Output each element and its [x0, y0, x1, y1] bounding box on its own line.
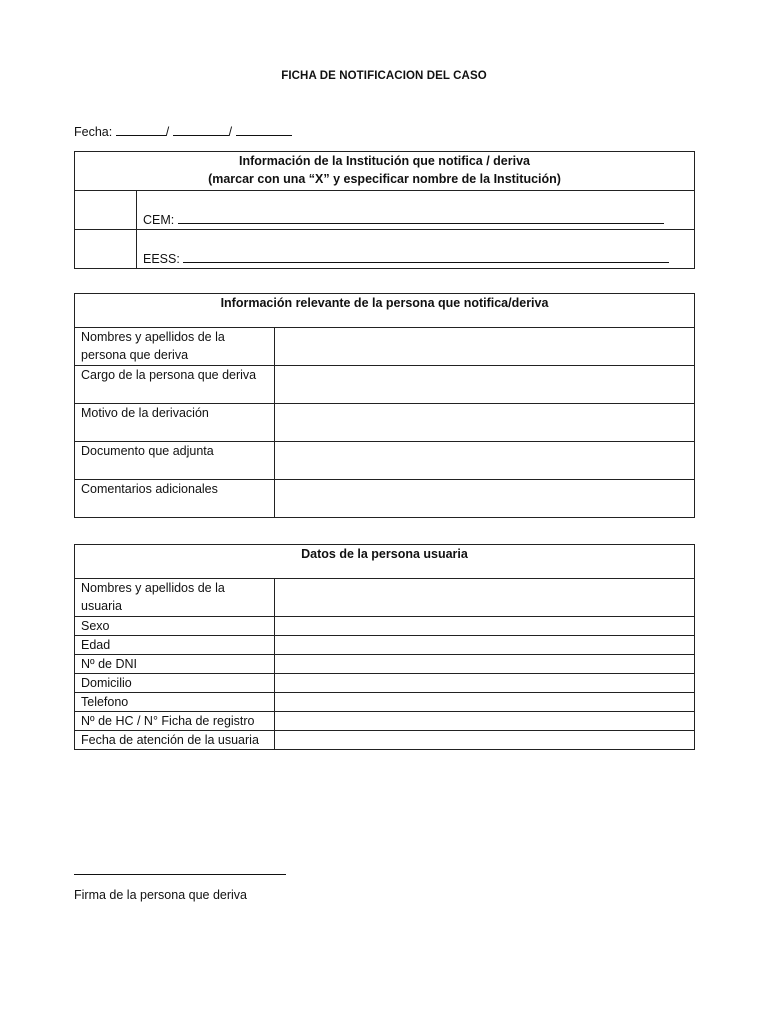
deriver-row-label: Cargo de la persona que deriva — [75, 366, 275, 404]
user-row-label: Nº de HC / N° Ficha de registro — [75, 712, 275, 731]
cem-option — [137, 191, 695, 230]
user-row-value[interactable] — [275, 636, 695, 655]
deriver-row-label: Comentarios adicionales — [75, 480, 275, 518]
user-row-value[interactable] — [275, 655, 695, 674]
deriver-header: Información relevante de la persona que notifica/deriva — [75, 294, 695, 328]
user-row-label: Domicilio — [75, 674, 275, 693]
institution-header-line2: (marcar con una “X” y especificar nombre de la Institución) — [208, 172, 561, 186]
user-row-value[interactable] — [275, 731, 695, 750]
deriver-row-value[interactable] — [275, 328, 695, 366]
deriver-row-value[interactable] — [275, 480, 695, 518]
user-row-value[interactable] — [275, 674, 695, 693]
date-separator: / — [165, 125, 170, 139]
deriver-row-label: Motivo de la derivación — [75, 404, 275, 442]
deriver-row-value[interactable] — [275, 366, 695, 404]
date-label: Fecha: — [74, 125, 113, 139]
date-year-blank[interactable] — [236, 124, 292, 136]
eess-label: EESS: — [143, 252, 180, 266]
date-field[interactable] — [74, 124, 292, 139]
user-row-label: Nombres y apellidos de la usuaria — [75, 579, 275, 617]
user-row-label: Nº de DNI — [75, 655, 275, 674]
user-row-label: Telefono — [75, 693, 275, 712]
user-row-label: Fecha de atención de la usuaria — [75, 731, 275, 750]
deriver-row-value[interactable] — [275, 404, 695, 442]
user-table — [74, 544, 695, 750]
user-header: Datos de la persona usuaria — [75, 545, 695, 579]
signature-line[interactable] — [74, 874, 286, 875]
date-separator: / — [228, 125, 233, 139]
deriver-row-label: Documento que adjunta — [75, 442, 275, 480]
date-month-blank[interactable] — [173, 124, 229, 136]
user-row-label: Sexo — [75, 617, 275, 636]
document-title: FICHA DE NOTIFICACION DEL CASO — [281, 70, 487, 82]
cem-label: CEM: — [143, 213, 175, 227]
deriver-table — [74, 293, 695, 518]
user-row-value[interactable] — [275, 579, 695, 617]
eess-option — [137, 230, 695, 269]
user-row-label: Edad — [75, 636, 275, 655]
institution-table — [74, 151, 695, 269]
date-day-blank[interactable] — [116, 124, 166, 136]
institution-header-line1: Información de la Institución que notifica / deriva — [238, 154, 530, 168]
deriver-row-label: Nombres y apellidos de la persona que deriva — [75, 328, 275, 366]
user-row-value[interactable] — [275, 712, 695, 731]
deriver-row-value[interactable] — [275, 442, 695, 480]
eess-checkbox-cell[interactable] — [75, 230, 137, 269]
user-row-value[interactable] — [275, 617, 695, 636]
cem-checkbox-cell[interactable] — [75, 191, 137, 230]
cem-name-blank[interactable] — [178, 212, 664, 224]
eess-name-blank[interactable] — [183, 251, 669, 263]
signature-label: Firma de la persona que deriva — [74, 888, 248, 902]
user-row-value[interactable] — [275, 693, 695, 712]
institution-header — [75, 152, 695, 191]
